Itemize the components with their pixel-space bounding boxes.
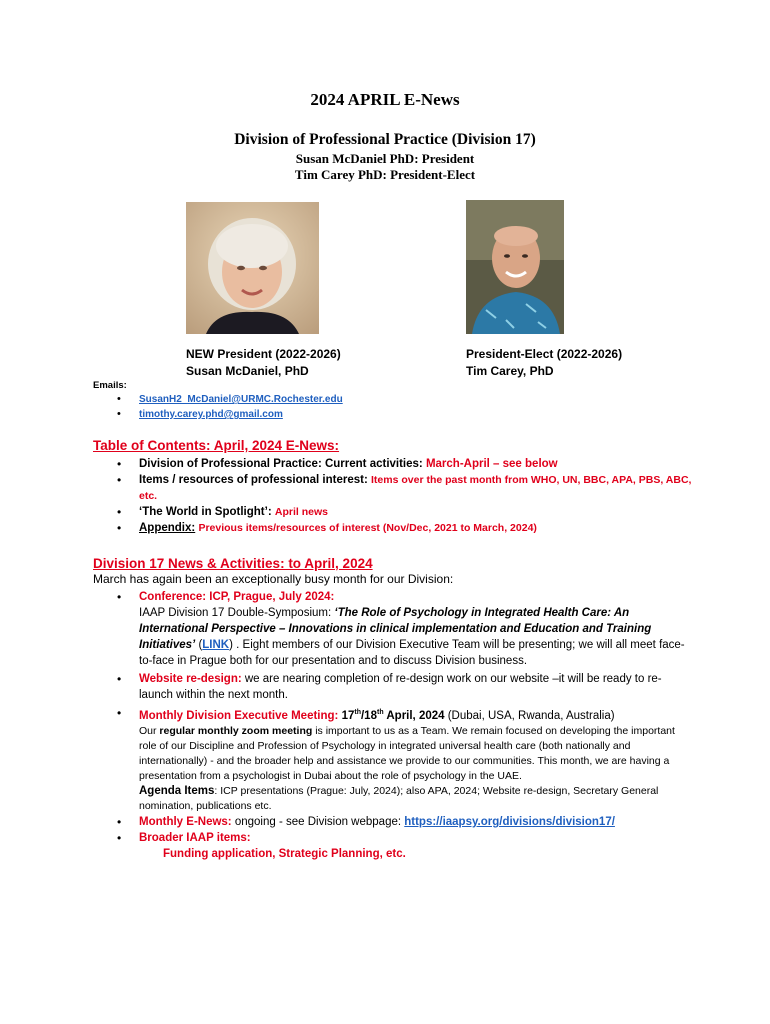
website-text: we are nearing completion of re-design work on our website –it will be ready to re-launch within the next month. (139, 673, 662, 701)
emails-label: Emails: (93, 380, 127, 391)
list-item (93, 392, 343, 407)
list-item (93, 705, 693, 814)
toc-item-label: Appendix: (139, 522, 196, 534)
conference-lead: IAAP Division 17 Double-Symposium: (139, 607, 335, 619)
toc-item-label: Division of Professional Practice: Current activities: (139, 458, 423, 470)
meeting-title: Monthly Division Executive Meeting: (139, 709, 339, 722)
conference-symposium-title: ‘The Role of Psychology in Integrated Health Care: An International Perspective – Innovations in clinical implementation and Education and Training Initiatives’ (139, 607, 652, 651)
list-item (93, 830, 693, 862)
president-role: NEW President (2022-2026) (186, 347, 341, 361)
president-elect-portrait-image (466, 200, 564, 334)
division-title: Division of Professional Practice (Division 17) (234, 131, 536, 148)
toc-item-label: Items / resources of professional interest: (139, 474, 368, 486)
toc-item-note: April news (274, 506, 328, 518)
conference-title: Conference: ICP, Prague, July 2024: (139, 591, 335, 603)
president-elect-role: President-Elect (2022-2026) (466, 347, 623, 361)
toc-item-note: Items over the past month from WHO, UN, BBC, APA, PBS, ABC, etc. (139, 474, 692, 502)
iaap-subitems: Funding application, Strategic Planning, etc. (163, 847, 406, 860)
list-item (93, 472, 693, 504)
president-elect-photo (466, 200, 564, 334)
president-elect-name: Tim Carey, PhD (466, 364, 554, 378)
toc-item-note: Previous items/resources of interest (Nov/Dec, 2021 to March, 2024) (198, 522, 537, 534)
page-title: 2024 APRIL E-News (310, 90, 460, 109)
president-elect-caption (466, 346, 622, 380)
meeting-text-bold: regular monthly zoom meeting (159, 724, 313, 737)
meeting-date-suffix: th (376, 709, 384, 716)
meeting-date-part: April, 2024 (383, 709, 445, 722)
list-item (93, 456, 693, 472)
enews-text: ongoing - see Division webpage: (231, 815, 405, 828)
meeting-text: is important to us as a Team. We remain focused on developing the important role of our Discipline and Profession of Psychology in integrated universal health care (both nationally and internationally) - and the broader help and assistance we provide to our communities. This month, we are having a presentation from a psychologist in Dubai about the role of psychology in the UAE. (139, 724, 675, 782)
list-item (93, 814, 693, 830)
toc-item-label: ‘The World in Spotlight’: (139, 506, 272, 518)
toc-item-note: March-April – see below (425, 458, 558, 470)
meeting-text: Our (139, 724, 160, 737)
iaap-title: Broader IAAP items: (139, 831, 251, 844)
email-link-elect[interactable]: timothy.carey.phd@gmail.com (139, 409, 283, 420)
list-item (93, 407, 343, 422)
enews-title: Monthly E-News: (139, 815, 232, 828)
list-item: • Conference: ICP, Prague, July 2024: IAAP Division 17 Double-Symposium: ‘The Role of Psychology in Integrated Health Care: An International Perspective – Innovations in clinical implementation and Education and Training Initiatives’ (LINK) . Eight members of our Division Executive Team will be presenting; we will all meet face-to-face in Prague both for our presentation and to discuss Division business. (93, 589, 693, 669)
list-item (93, 504, 693, 520)
list-item (93, 520, 693, 536)
agenda-items (139, 784, 693, 814)
toc-list (93, 456, 693, 536)
president-elect-line: Tim Carey PhD: President-Elect (294, 167, 476, 182)
email-list (93, 392, 343, 422)
president-line: Susan McDaniel PhD: President (295, 151, 475, 166)
president-photo (186, 202, 319, 334)
meeting-description (139, 724, 693, 784)
meeting-date-part: 17 (338, 709, 355, 722)
president-name: Susan McDaniel, PhD (186, 364, 309, 378)
website-title: Website re-design: (139, 673, 242, 685)
meeting-places: (Dubai, USA, Rwanda, Australia) (444, 709, 615, 722)
president-caption (186, 346, 341, 380)
meeting-date-suffix: th (354, 709, 361, 716)
news-intro: March has again been an exceptionally busy month for our Division: (93, 572, 454, 586)
toc-heading: Table of Contents: April, 2024 E-News: (93, 438, 340, 453)
meeting-date-part: /18 (360, 709, 377, 722)
meeting-date (338, 710, 444, 722)
list-item (93, 671, 693, 703)
news-list (93, 589, 693, 862)
president-portrait-image (186, 202, 319, 334)
news-heading: Division 17 News & Activities: to April, 2024 (93, 556, 373, 571)
email-link-president[interactable]: SusanH2_McDaniel@URMC.Rochester.edu (139, 394, 343, 405)
conference-link[interactable]: LINK (202, 639, 230, 651)
division-webpage-link[interactable]: https://iaapsy.org/divisions/division17/ (404, 815, 615, 828)
conference-details: . Eight members of our Division Executive Team will be presenting; we will all meet face-to-face in Prague both for our presentation and to discuss Division business. (139, 639, 685, 667)
agenda-text: : ICP presentations (Prague: July, 2024); also APA, 2024; Website re-design, Secretary General nomination, publications etc. (139, 784, 659, 812)
agenda-label: Agenda Items (139, 784, 215, 797)
